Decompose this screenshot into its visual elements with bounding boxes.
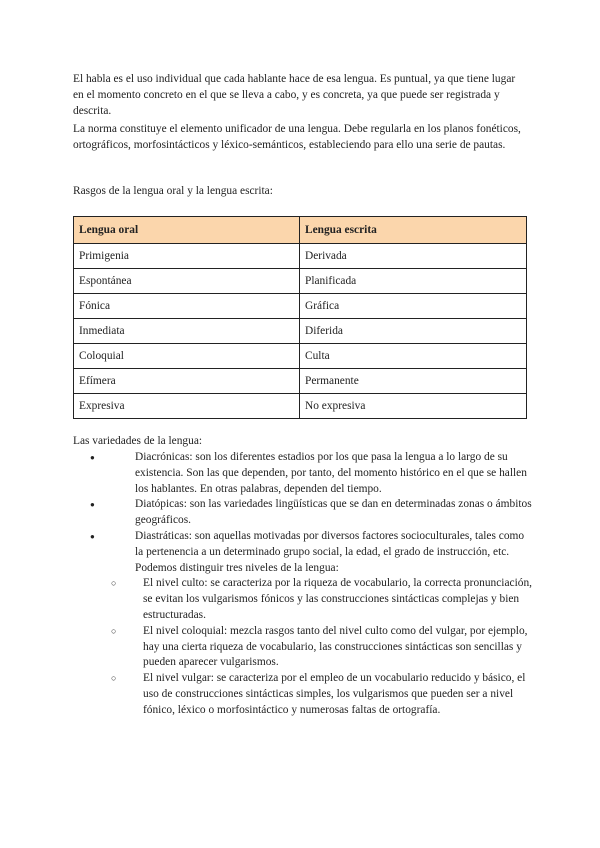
levels-list — [135, 576, 533, 718]
table-cell: Diferida — [300, 319, 527, 344]
table-cell: No expresiva — [300, 394, 527, 419]
table-cell: Coloquial — [74, 344, 300, 369]
table-row — [74, 294, 527, 319]
list-item-text: Diastráticas: son aquellas motivadas por diversos factores socioculturales, tales como la pertenencia a un determinado grupo social, la edad, el grado de instrucción, etc. Podemos distinguir tres niveles de la lengua: — [135, 529, 525, 574]
table-row — [74, 269, 527, 294]
table-cell: Gráfica — [300, 294, 527, 319]
table-cell: Planificada — [300, 269, 527, 294]
list-item-diacronicas — [73, 450, 533, 497]
table-cell: Culta — [300, 344, 527, 369]
list-item-text: El nivel culto: se caracteriza por la riqueza de vocabulario, la correcta pronunciación, se evitan los vulgarismos fónicos y las construcciones sintácticas complejas y bien estructuradas. — [143, 577, 532, 621]
list-item-diastraticas — [73, 529, 533, 719]
table-cell: Fónica — [74, 294, 300, 319]
paragraph-habla: El habla es el uso individual que cada hablante hace de esa lengua. Es puntual, ya que tiene lugar en el momento concreto en el que se lleva a cabo, y es concreta, ya que puede ser registrada y descrita. — [73, 73, 516, 117]
table-row — [74, 394, 527, 419]
list-item-diatopicas — [73, 497, 533, 529]
level-culto — [143, 576, 533, 623]
table-cell: Efímera — [74, 369, 300, 394]
paragraph-variedades-intro: Las variedades de la lengua: — [73, 435, 203, 447]
table-cell: Derivada — [300, 244, 527, 269]
header-lengua-escrita: Lengua escrita — [300, 217, 527, 244]
level-vulgar — [143, 671, 533, 718]
list-item-text: El nivel vulgar: se caracteriza por el empleo de un vocabulario reducido y básico, el uso de construcciones sintácticas simples, los vulgarismos que pueden ser a nivel fónico, léxico o morfosintáctico y numerosas faltas de ortografía. — [143, 672, 526, 716]
table-cell: Primigenia — [74, 244, 300, 269]
level-coloquial — [143, 624, 533, 671]
paragraph-rasgos-intro: Rasgos de la lengua oral y la lengua escrita: — [73, 185, 273, 197]
table-cell: Espontánea — [74, 269, 300, 294]
table-row — [74, 244, 527, 269]
header-lengua-oral: Lengua oral — [74, 217, 300, 244]
table-cell: Permanente — [300, 369, 527, 394]
table-row — [74, 319, 527, 344]
list-item-text: Diatópicas: son las variedades lingüísticas que se dan en determinadas zonas o ámbitos geográficos. — [135, 498, 532, 527]
list-item-text: Diacrónicas: son los diferentes estadios por los que pasa la lengua a lo largo de su existencia. Son las que dependen, por tanto, del momento histórico en el que se hallen los hablantes. En otras palabras, dependen del tiempo. — [135, 451, 527, 495]
list-item-text: El nivel coloquial: mezcla rasgos tanto del nivel culto como del vulgar, por ejemplo, hay una cierta riqueza de vocabulario, las construcciones sintácticas son sencillas y pueden aparecer vulgarismos. — [143, 624, 528, 669]
varieties-list — [73, 450, 533, 719]
rasgos-table — [73, 216, 527, 419]
table-row — [74, 344, 527, 369]
table-row — [74, 369, 527, 394]
table-cell: Inmediata — [74, 319, 300, 344]
paragraph-norma: La norma constituye el elemento unificador de una lengua. Debe regularla en los planos fonéticos, ortográficos, morfosintácticos y léxico-semánticos, estableciendo para ello una serie de pautas. — [73, 123, 521, 151]
table-cell: Expresiva — [74, 394, 300, 419]
table-header-row — [74, 217, 527, 244]
